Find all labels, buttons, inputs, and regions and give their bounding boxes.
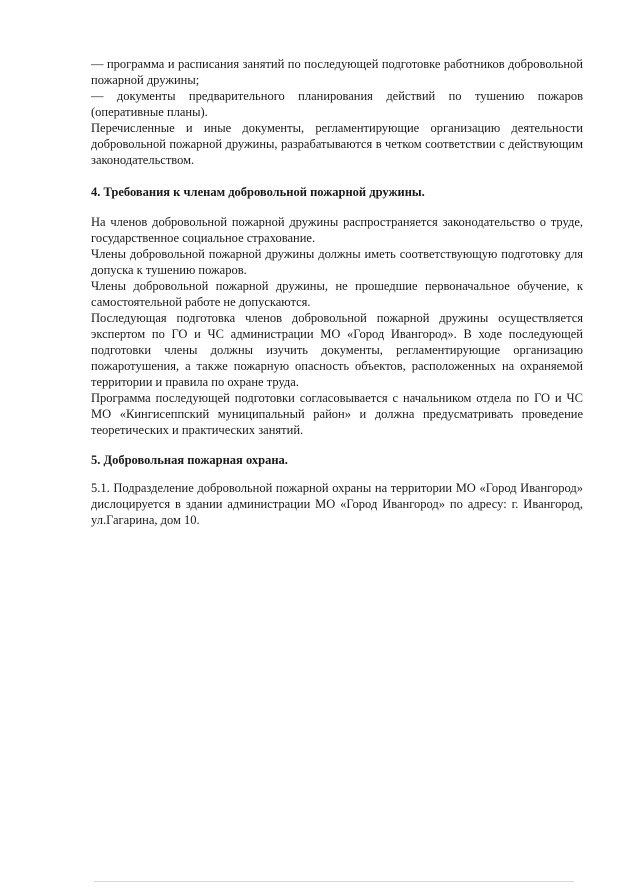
paragraph-further-training: Последующая подготовка членов добровольной пожарной дружины осуществляется экспертом по ГО и ЧС администрации МО «Город Ивангород». В ходе последующей подготовки члены должны изучить документы, регламентирующие организацию пожаротушения, а также пожарную опасность объектов, расположенных на охраняемой территории и правила по охране труда. bbox=[91, 311, 583, 389]
section-4-heading: 4. Требования к членам добровольной пожарной дружины. bbox=[91, 185, 425, 199]
scan-edge-line bbox=[94, 881, 574, 882]
paragraph-labor-law: На членов добровольной пожарной дружины распространяется законодательство о труде, государственное социальное страхование. bbox=[91, 215, 583, 245]
paragraph-no-independent-work: Члены добровольной пожарной дружины, не прошедшие первоначальное обучение, к самостоятельной работе не допускаются. bbox=[91, 279, 583, 309]
paragraph-training-required: Члены добровольной пожарной дружины должны иметь соответствующую подготовку для допуска к тушению пожаров. bbox=[91, 247, 583, 277]
paragraph-program-schedule: — программа и расписания занятий по последующей подготовке работников добровольной пожарной дружины; bbox=[91, 57, 583, 87]
paragraph-listed-docs: Перечисленные и иные документы, регламентирующие организацию деятельности добровольной пожарной дружины, разрабатываются в четком соответствии с действующим законодательством. bbox=[91, 121, 583, 167]
paragraph-program-approval: Программа последующей подготовки согласовывается с начальником отдела по ГО и ЧС МО «Кингисеппский муниципальный район» и должна предусматривать проведение теоретических и практических занятий. bbox=[91, 391, 583, 437]
section-5-heading: 5. Добровольная пожарная охрана. bbox=[91, 453, 288, 467]
paragraph-planning-docs: — документы предварительного планирования действий по тушению пожаров (оперативные планы). bbox=[91, 89, 583, 119]
paragraph-5-1-location: 5.1. Подразделение добровольной пожарной охраны на территории МО «Город Ивангород» дислоцируется в здании администрации МО «Город Ивангород» по адресу: г. Ивангород, ул.Гагарина, дом 10. bbox=[91, 481, 583, 527]
document-body bbox=[91, 56, 583, 528]
